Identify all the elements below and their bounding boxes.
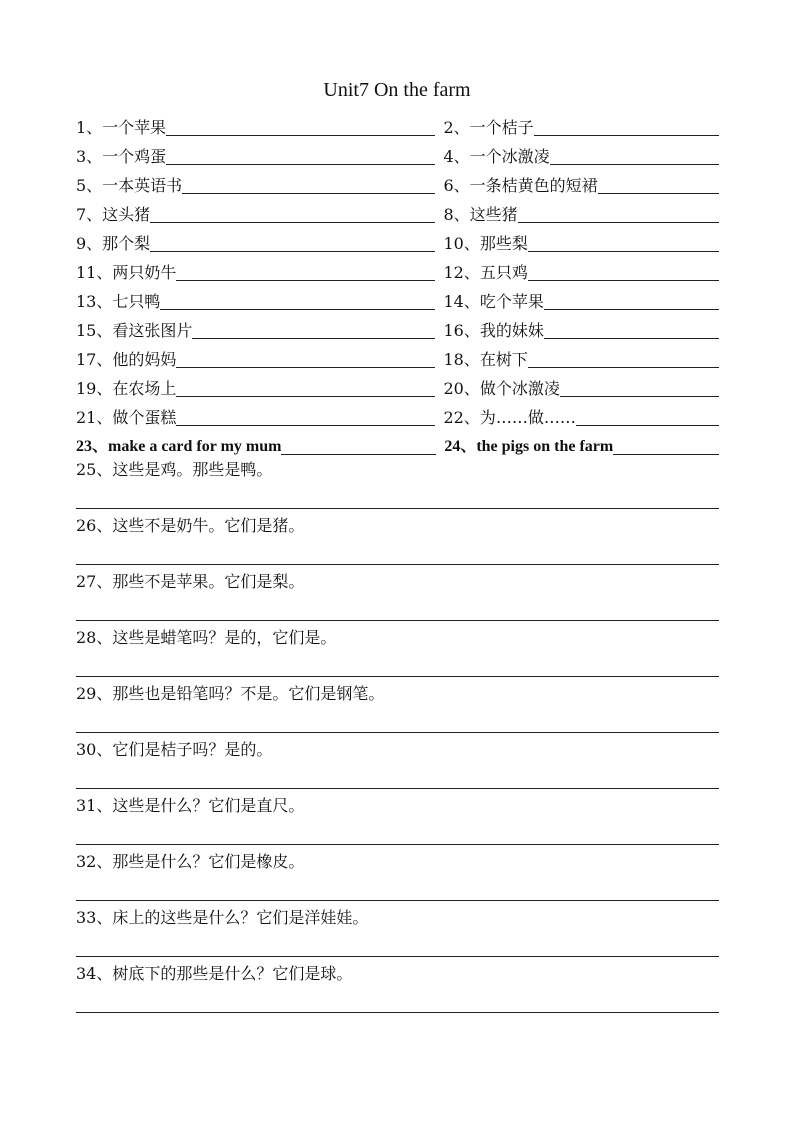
phrase-item	[443, 175, 719, 196]
phrase-item	[444, 436, 719, 457]
sentence-prompt: 26、这些不是奶牛。它们是猪。	[76, 516, 305, 535]
phrase-label: 10、那些梨	[443, 234, 528, 253]
answer-blank[interactable]	[528, 349, 719, 368]
answer-blank[interactable]	[528, 262, 719, 281]
phrase-label: 13、七只鸭	[76, 292, 161, 311]
phrase-label: 24、the pigs on the farm	[444, 438, 614, 455]
answer-blank[interactable]	[176, 407, 435, 426]
phrase-label: 14、吃个苹果	[443, 292, 544, 311]
phrase-row	[76, 283, 719, 312]
answer-blank[interactable]	[176, 378, 435, 397]
phrase-label: 9、那个梨	[76, 234, 151, 253]
phrase-item	[443, 320, 719, 341]
sentence-prompt: 32、那些是什么？它们是橡皮。	[76, 852, 305, 871]
phrase-row	[76, 428, 719, 457]
phrase-translation-list	[76, 109, 719, 457]
phrase-label: 1、一个苹果	[76, 118, 167, 137]
worksheet-title: Unit7 On the farm	[323, 79, 471, 101]
phrase-label: 8、这些猪	[443, 205, 518, 224]
answer-line[interactable]	[76, 844, 719, 845]
sentence-item	[76, 514, 719, 570]
phrase-item	[76, 407, 435, 428]
phrase-row	[76, 196, 719, 225]
sentence-prompt: 27、那些不是苹果。它们是梨。	[76, 572, 305, 591]
answer-line[interactable]	[76, 564, 719, 565]
phrase-label: 16、我的妹妹	[443, 321, 544, 340]
sentence-prompt: 29、那些也是铅笔吗？不是。它们是钢笔。	[76, 684, 385, 703]
answer-blank[interactable]	[550, 146, 719, 165]
sentence-translation-list	[76, 458, 719, 1018]
phrase-item	[76, 175, 435, 196]
phrase-label: 21、做个蛋糕	[76, 408, 177, 427]
sentence-item	[76, 570, 719, 626]
phrase-item	[443, 146, 719, 167]
phrase-label: 19、在农场上	[76, 379, 177, 398]
phrase-label: 2、一个桔子	[443, 118, 534, 137]
phrase-item	[443, 407, 719, 428]
sentence-prompt: 34、树底下的那些是什么？它们是球。	[76, 964, 353, 983]
phrase-label: 11、两只奶牛	[76, 263, 177, 282]
answer-line[interactable]	[76, 1012, 719, 1013]
answer-blank[interactable]	[166, 146, 435, 165]
sentence-prompt: 30、它们是桔子吗？是的。	[76, 740, 273, 759]
answer-line[interactable]	[76, 900, 719, 901]
phrase-row	[76, 225, 719, 254]
phrase-item	[76, 349, 435, 370]
answer-line[interactable]	[76, 620, 719, 621]
answer-blank[interactable]	[544, 291, 719, 310]
answer-blank[interactable]	[176, 349, 435, 368]
answer-blank[interactable]	[182, 175, 435, 194]
phrase-label: 23、make a card for my mum	[76, 438, 282, 455]
phrase-item	[76, 117, 435, 138]
phrase-item	[76, 291, 435, 312]
phrase-label: 7、这头猪	[76, 205, 151, 224]
sentence-prompt: 31、这些是什么？它们是直尺。	[76, 796, 305, 815]
phrase-row	[76, 370, 719, 399]
sentence-item	[76, 626, 719, 682]
answer-blank[interactable]	[150, 233, 435, 252]
sentence-item	[76, 850, 719, 906]
phrase-row	[76, 254, 719, 283]
phrase-item	[443, 378, 719, 399]
answer-line[interactable]	[76, 676, 719, 677]
phrase-label: 5、一本英语书	[76, 176, 183, 195]
phrase-label: 17、他的妈妈	[76, 350, 177, 369]
answer-blank[interactable]	[192, 320, 435, 339]
answer-blank[interactable]	[598, 175, 719, 194]
answer-blank[interactable]	[176, 262, 435, 281]
phrase-row	[76, 312, 719, 341]
answer-blank[interactable]	[281, 436, 436, 455]
phrase-item	[443, 204, 719, 225]
sentence-item	[76, 458, 719, 514]
phrase-item	[76, 436, 436, 457]
phrase-label: 20、做个冰激凌	[443, 379, 560, 398]
phrase-label: 6、一条桔黄色的短裙	[443, 176, 598, 195]
answer-line[interactable]	[76, 732, 719, 733]
answer-line[interactable]	[76, 508, 719, 509]
answer-blank[interactable]	[166, 117, 435, 136]
answer-blank[interactable]	[160, 291, 435, 310]
answer-line[interactable]	[76, 788, 719, 789]
phrase-label: 3、一个鸡蛋	[76, 147, 167, 166]
answer-blank[interactable]	[560, 378, 719, 397]
sentence-prompt: 28、这些是蜡笔吗？是的，它们是。	[76, 628, 337, 647]
phrase-item	[443, 233, 719, 254]
phrase-row	[76, 167, 719, 196]
phrase-label: 4、一个冰激凌	[443, 147, 550, 166]
sentence-prompt: 25、这些是鸡。那些是鸭。	[76, 460, 273, 479]
answer-blank[interactable]	[544, 320, 719, 339]
phrase-item	[76, 262, 435, 283]
phrase-item	[443, 262, 719, 283]
phrase-row	[76, 341, 719, 370]
phrase-item	[443, 349, 719, 370]
phrase-row	[76, 138, 719, 167]
answer-blank[interactable]	[518, 204, 719, 223]
phrase-item	[76, 233, 435, 254]
phrase-item	[76, 146, 435, 167]
phrase-item	[76, 204, 435, 225]
phrase-row	[76, 109, 719, 138]
answer-blank[interactable]	[576, 407, 719, 426]
phrase-label: 18、在树下	[443, 350, 528, 369]
answer-blank[interactable]	[528, 233, 719, 252]
answer-blank[interactable]	[150, 204, 435, 223]
answer-line[interactable]	[76, 956, 719, 957]
phrase-label: 15、看这张图片	[76, 321, 193, 340]
sentence-prompt: 33、床上的这些是什么？它们是洋娃娃。	[76, 908, 369, 927]
sentence-item	[76, 682, 719, 738]
phrase-item	[76, 378, 435, 399]
phrase-label: 22、为……做……	[443, 408, 576, 427]
sentence-item	[76, 906, 719, 962]
answer-blank[interactable]	[613, 436, 719, 455]
phrase-item	[76, 320, 435, 341]
phrase-item	[443, 291, 719, 312]
phrase-row	[76, 399, 719, 428]
sentence-item	[76, 962, 719, 1018]
phrase-label: 12、五只鸡	[443, 263, 528, 282]
sentence-item	[76, 794, 719, 850]
answer-blank[interactable]	[534, 117, 719, 136]
sentence-item	[76, 738, 719, 794]
phrase-item	[443, 117, 719, 138]
